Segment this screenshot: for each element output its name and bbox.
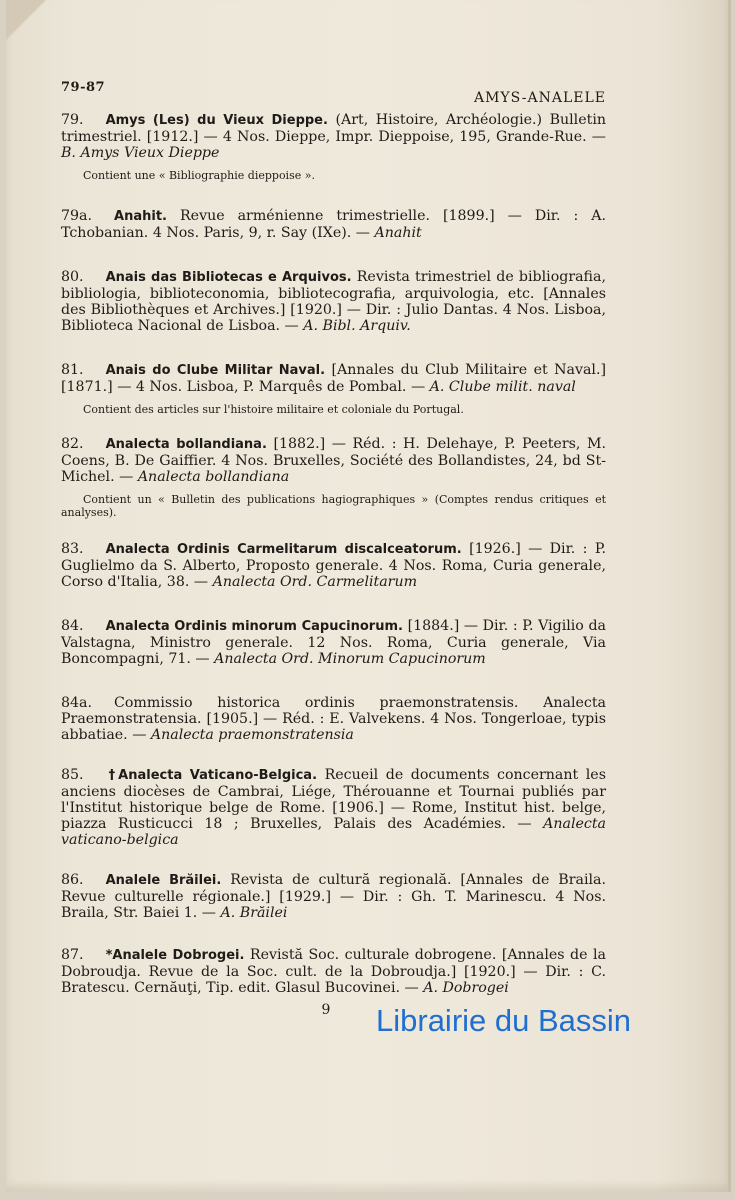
entry-description: Recueil de documents concernant les anciens diocèses de Cambrai, Liége, Thérouanne et Tournai publiés par l'Institut historique belge de Rome. [1906.] — Rome, Institut hist. belge, piazza Rusticucci 18 ; Bruxelles, Palais des Académies. — — [61, 767, 606, 832]
bibliography-entry — [61, 112, 606, 182]
entry-number: 79. — [61, 112, 84, 128]
entry-number: 83. — [61, 541, 84, 557]
entry-description: Revistă Soc. culturale dobrogene. [Annales de la Dobroudja. Revue de la Soc. cult. de la Dobroudja.] [1920.] — Dir. : C. Bratescu. Cernăuţi, Tip. edit. Glasul Bucovinei. — — [61, 947, 606, 996]
entry-text — [61, 208, 606, 241]
bibliography-entry — [61, 767, 606, 848]
entry-title: Analele Brăilei. — [105, 873, 222, 888]
bibliography-entry — [61, 695, 606, 743]
entry-abbreviation: B. Amys Vieux Dieppe — [61, 145, 220, 161]
entry-number: 87. — [61, 947, 84, 963]
entry-text — [61, 541, 606, 590]
entry-abbreviation: A. Clube milit. naval — [429, 379, 576, 395]
entries-list — [61, 112, 606, 996]
entry-number: 82. — [61, 436, 84, 452]
entry-title: Amys (Les) du Vieux Dieppe. — [105, 113, 328, 128]
bibliography-entry — [61, 362, 606, 416]
entry-abbreviation: A. Dobrogei — [423, 980, 509, 996]
entry-title: Analecta bollandiana. — [105, 437, 267, 452]
page-number: 9 — [321, 1002, 331, 1018]
entry-number: 84a. — [61, 695, 93, 711]
entry-text — [61, 269, 606, 334]
entry-text — [61, 618, 606, 667]
folded-corner — [6, 0, 46, 40]
entry-number: 85. — [61, 767, 84, 783]
entry-title: Analecta Ordinis Carmelitarum discalceatorum. — [105, 542, 462, 557]
bibliography-entry — [61, 541, 606, 590]
entry-abbreviation: Analecta vaticano-belgica — [61, 816, 606, 848]
entry-title: Analecta Ordinis minorum Capucinorum. — [105, 619, 403, 634]
entry-description: Revista trimestriel de bibliografia, bibliologia, biblioteconomia, bibliotecografia, arquivologia, etc. [Annales des Bibliothèques et Archives.] [1920.] — Dir. : Julio Dantas. 4 Nos. Lisboa, Biblioteca Nacional de Lisboa. — — [61, 269, 606, 334]
entry-abbreviation: Analecta bollandiana — [137, 469, 290, 485]
entry-description: Revue arménienne trimestrielle. [1899.] — Dir. : A. Tchobanian. 4 Nos. Paris, 9, r. Say (IXe). — — [61, 208, 606, 241]
entry-title: †Analecta Vaticano-Belgica. — [105, 768, 318, 783]
entry-abbreviation: A. Brăilei — [220, 905, 288, 921]
entry-title: Anais do Clube Militar Naval. — [105, 363, 326, 378]
book-page — [6, 0, 731, 1192]
entry-text — [61, 872, 606, 921]
bibliography-entry — [61, 436, 606, 519]
entry-text — [61, 767, 606, 848]
entry-note: Contient des articles sur l'histoire militaire et coloniale du Portugal. — [83, 403, 464, 416]
entry-number: 84. — [61, 618, 84, 634]
bibliography-entry — [61, 872, 606, 921]
bibliography-entry — [61, 269, 606, 334]
entry-title: Anahit. — [114, 209, 167, 224]
entry-abbreviation: Analecta praemonstratensia — [150, 727, 354, 743]
entry-description: [1884.] — Dir. : P. Vigilio da Valstagna, Ministro generale. 12 Nos. Roma, Curia generale, Via Boncompagni, 71. — — [61, 618, 606, 667]
entry-description: [1882.] — Réd. : H. Delehaye, P. Peeters, M. Coens, B. De Gaiffier. 4 Nos. Bruxelles, Société des Bollandistes, 24, bd St-Michel. — — [61, 436, 606, 485]
entry-note: Contient une « Bibliographie dieppoise ». — [83, 169, 315, 182]
entry-abbreviation: A. Bibl. Arquiv. — [303, 318, 411, 334]
bibliography-entry — [61, 208, 606, 241]
entry-description: Revista de cultură regională. [Annales de Braila. Revue culturelle régionale.] [1929.] — Dir. : Gh. T. Marinescu. 4 Nos. Braila, Str. Baiei 1. — — [61, 872, 606, 921]
entry-range: 79-87 — [61, 80, 106, 95]
page-header — [61, 80, 606, 108]
entry-abbreviation: Analecta Ord. Minorum Capucinorum — [214, 651, 486, 667]
entry-title: Anais das Bibliotecas e Arquivos. — [105, 270, 352, 285]
entry-title: *Analele Dobrogei. — [105, 948, 245, 963]
entry-description: Commissio historica ordinis praemonstratensis. Analecta Praemonstratensia. [1905.] — Réd. : E. Valvekens. 4 Nos. Tongerloae, typis abbatiae. — — [61, 695, 606, 743]
entry-text — [61, 436, 606, 485]
bookseller-watermark: Librairie du Bassin — [376, 1003, 632, 1038]
entry-note: Contient un « Bulletin des publications hagiographiques » (Comptes rendus critiques et analyses). — [61, 493, 606, 519]
entry-number: 79a. — [61, 208, 93, 224]
entry-text — [61, 112, 606, 161]
running-title: AMYS-ANALELE — [473, 90, 606, 106]
entry-text — [61, 695, 606, 743]
entry-text — [61, 362, 606, 395]
entry-number: 81. — [61, 362, 84, 378]
entry-abbreviation: Analecta Ord. Carmelitarum — [212, 574, 418, 590]
entry-number: 86. — [61, 872, 84, 888]
page-content — [61, 80, 606, 996]
entry-description: [1926.] — Dir. : P. Guglielmo da S. Alberto, Proposto generale. 4 Nos. Roma, Curia generale, Corso d'Italia, 38. — — [61, 541, 607, 590]
entry-text — [61, 947, 606, 996]
entry-description: (Art, Histoire, Archéologie.) Bulletin trimestriel. [1912.] — 4 Nos. Dieppe, Impr. Dieppoise, 195, Grande-Rue. — — [61, 112, 606, 145]
entry-abbreviation: Anahit — [374, 225, 422, 241]
bibliography-entry — [61, 947, 606, 996]
bibliography-entry — [61, 618, 606, 667]
entry-description: [Annales du Club Militaire et Naval.] [1871.] — 4 Nos. Lisboa, P. Marquês de Pombal. — — [61, 362, 606, 395]
entry-number: 80. — [61, 269, 84, 285]
